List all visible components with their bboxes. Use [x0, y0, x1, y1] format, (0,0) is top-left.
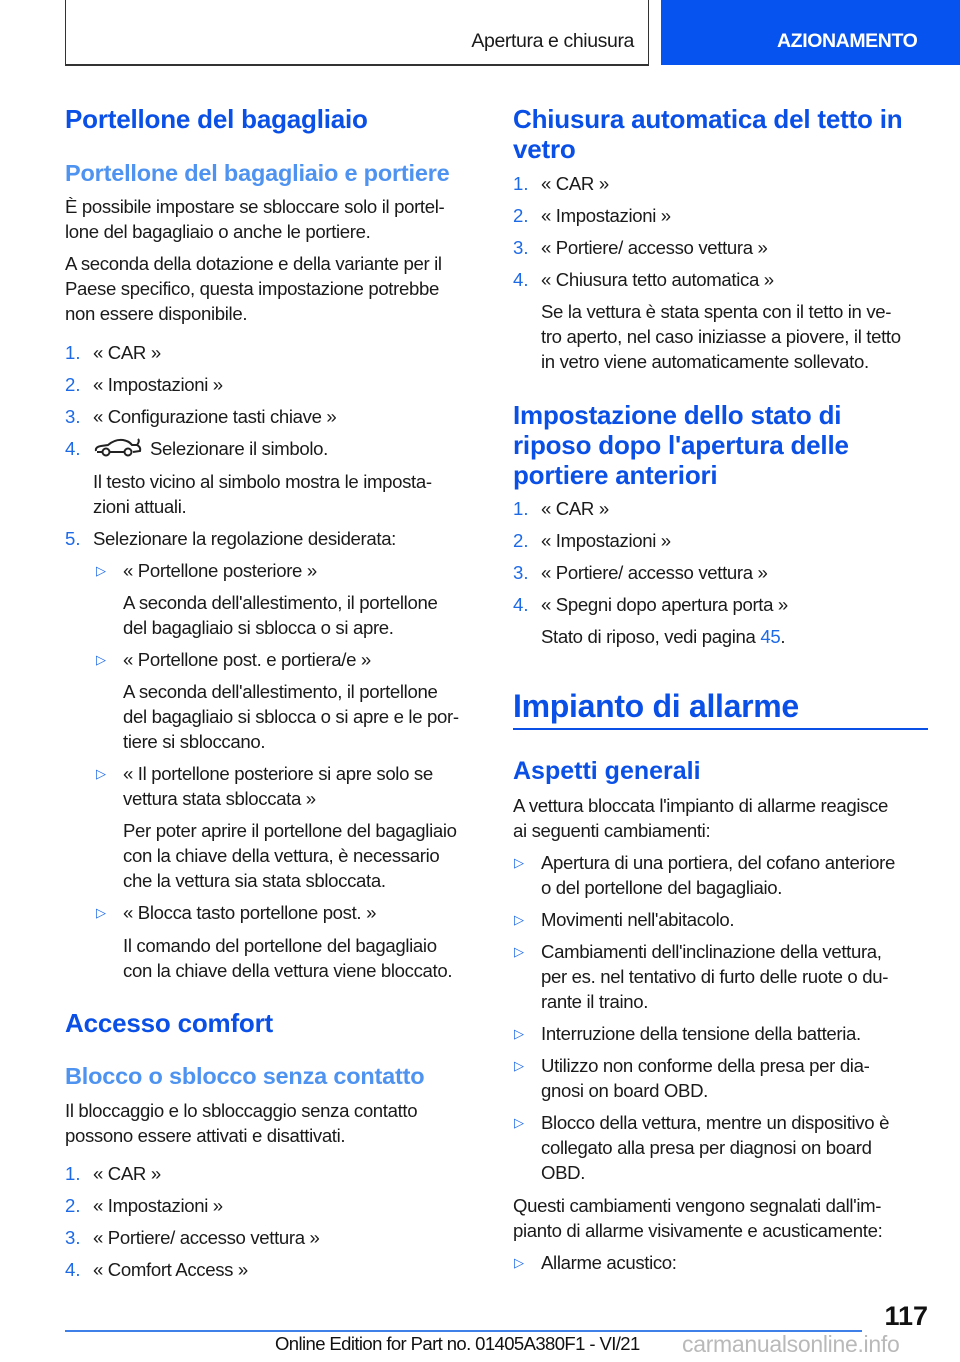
heading-underline — [513, 728, 928, 730]
step-number: 2. — [513, 530, 529, 551]
option-desc: A seconda dell'allestimento, il portellone del bagagliaio si sblocca o si apre. — [123, 592, 438, 638]
step-number: 4. — [65, 438, 81, 459]
step-text: « Configurazione tasti chiave » — [93, 406, 337, 427]
heading-alarm-system: Impianto di allarme — [513, 688, 799, 724]
step-number: 3. — [513, 237, 529, 258]
option-label: « Il portellone posteriore si apre solo se vettura stata sbloccata » — [123, 763, 433, 809]
option-label: « Blocca tasto portellone post. » — [123, 902, 377, 923]
step-text: « Portiere/ accesso vettura » — [541, 237, 768, 258]
option-label: « Portellone posteriore » — [123, 560, 317, 581]
step-text: « Comfort Access » — [93, 1259, 248, 1280]
bullet-text: Blocco della vettura, mentre un dispositivo è collegato alla presa per diagnosi on board OBD. — [541, 1112, 890, 1183]
step-number: 3. — [65, 406, 81, 427]
bullet-text: Cambiamenti dell'inclinazione della vettura, per es. nel tentativo di furto delle ruote o du- rante il traino. — [541, 941, 889, 1012]
heading-comfort-access: Accesso comfort — [65, 1008, 273, 1038]
step-number: 2. — [513, 205, 529, 226]
step-note: Il testo vicino al simbolo mostra le imposta- zioni attuali. — [93, 471, 432, 517]
bullet-icon: ▷ — [96, 652, 106, 667]
step-text: « CAR » — [541, 173, 609, 194]
step-text: « Portiere/ accesso vettura » — [541, 562, 768, 583]
step-number: 1. — [65, 342, 81, 363]
bullet-text: Movimenti nell'abitacolo. — [541, 909, 735, 930]
bullet-icon: ▷ — [96, 563, 106, 578]
step-number: 1. — [513, 498, 529, 519]
bullet-text: Allarme acustico: — [541, 1252, 677, 1273]
step-number: 3. — [513, 562, 529, 583]
page-number: 117 — [884, 1301, 928, 1331]
bullet-text: Utilizzo non conforme della presa per dia- gnosi on board OBD. — [541, 1055, 870, 1101]
bullet-icon: ▷ — [514, 1058, 524, 1073]
subheading-contactless: Blocco o sblocco senza contatto — [65, 1063, 425, 1089]
step-text: Selezionare il simbolo. — [150, 438, 328, 459]
step-text: « CAR » — [541, 498, 609, 519]
heading-auto-roof: Chiusura automatica del tetto in vetro — [513, 104, 903, 164]
step-number: 5. — [65, 528, 81, 549]
page-reference-link[interactable]: 45 — [760, 626, 781, 647]
car-tailgate-icon — [93, 437, 143, 459]
paragraph: Questi cambiamenti vengono segnalati dall'im- pianto di allarme visivamente e acusticamente: — [513, 1195, 883, 1241]
step-text: « CAR » — [93, 1163, 161, 1184]
paragraph: A vettura bloccata l'impianto di allarme reagisce ai seguenti cambiamenti: — [513, 795, 888, 841]
step-note: Se la vettura è stata spenta con il tetto in ve- tro aperto, nel caso iniziasse a piovere, il tetto in vetro viene automaticamente sollevato. — [541, 301, 901, 372]
step-note — [541, 624, 785, 649]
option-label: « Portellone post. e portiera/e » — [123, 649, 371, 670]
step-text: Selezionare la regolazione desiderata: — [93, 528, 397, 549]
step-number: 4. — [513, 594, 529, 615]
step-number: 3. — [65, 1227, 81, 1248]
bullet-icon: ▷ — [514, 944, 524, 959]
bullet-icon: ▷ — [514, 855, 524, 870]
paragraph: Il bloccaggio e lo sbloccaggio senza contatto possono essere attivati e disattivati. — [65, 1100, 418, 1146]
footer-edition: Online Edition for Part no. 01405A380F1 - VI/21 — [275, 1333, 640, 1354]
step-text: « Portiere/ accesso vettura » — [93, 1227, 320, 1248]
paragraph: È possibile impostare se sbloccare solo il portel- lone del bagagliaio o anche le portiere. — [65, 196, 445, 242]
subheading-general: Aspetti generali — [513, 757, 701, 785]
bullet-icon: ▷ — [96, 766, 106, 781]
bullet-icon: ▷ — [514, 912, 524, 927]
step-number: 1. — [65, 1163, 81, 1184]
step-text: « Impostazioni » — [541, 530, 671, 551]
bullet-icon: ▷ — [514, 1026, 524, 1041]
option-desc: Il comando del portellone del bagagliaio con la chiave della vettura viene bloccato. — [123, 935, 453, 981]
bullet-icon: ▷ — [514, 1115, 524, 1130]
subheading-tailgate-doors: Portellone del bagagliaio e portiere — [65, 160, 450, 186]
step-text: « Impostazioni » — [93, 374, 223, 395]
bullet-text: Interruzione della tensione della batteria. — [541, 1023, 861, 1044]
option-desc: Per poter aprire il portellone del bagagliaio con la chiave della vettura, è necessario che la vettura sia stata sbloccata. — [123, 820, 457, 891]
bullet-icon: ▷ — [96, 905, 106, 920]
option-desc: A seconda dell'allestimento, il portellone del bagagliaio si sblocca o si apre e le por- tiere si sbloccano. — [123, 681, 459, 752]
step-number: 2. — [65, 374, 81, 395]
note-text: Stato di riposo, vedi pagina — [541, 626, 761, 647]
paragraph: A seconda della dotazione e della variante per il Paese specifico, questa impostazione potrebbe non essere disponibile. — [65, 253, 442, 324]
step-text: « Impostazioni » — [93, 1195, 223, 1216]
heading-rest-state: Impostazione dello stato di riposo dopo l'apertura delle portiere anteriori — [513, 400, 849, 490]
step-text: « Impostazioni » — [541, 205, 671, 226]
step-text: « Spegni dopo apertura porta » — [541, 594, 788, 615]
header-section-title: Apertura e chiusura — [471, 30, 634, 52]
watermark: carmanualsonline.info — [682, 1331, 900, 1357]
step-number: 1. — [513, 173, 529, 194]
bullet-icon: ▷ — [514, 1255, 524, 1270]
step-text: « Chiusura tetto automatica » — [541, 269, 774, 290]
header-chapter-title: AZIONAMENTO — [777, 30, 918, 52]
note-end: . — [780, 626, 786, 647]
step-text: « CAR » — [93, 342, 161, 363]
step-number: 2. — [65, 1195, 81, 1216]
heading-tailgate: Portellone del bagagliaio — [65, 104, 368, 134]
bullet-text: Apertura di una portiera, del cofano anteriore o del portellone del bagagliaio. — [541, 852, 895, 898]
step-number: 4. — [65, 1259, 81, 1280]
step-number: 4. — [513, 269, 529, 290]
